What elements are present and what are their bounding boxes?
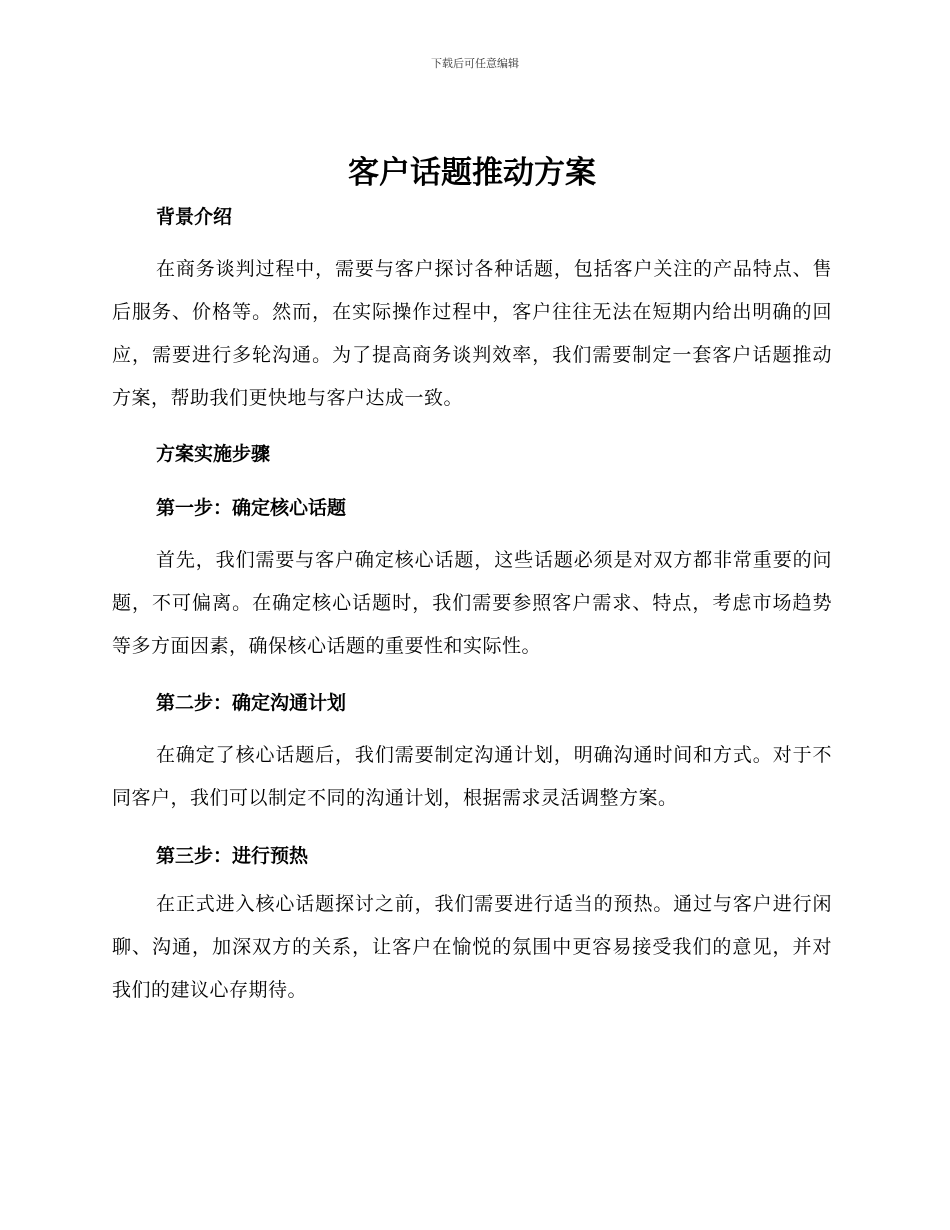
step1-paragraph: 首先，我们需要与客户确定核心话题，这些话题必须是对双方都非常重要的问题，不可偏离。在确定核心话题时，我们需要参照客户需求、特点，考虑市场趋势等多方面因素，确保核心话题的重要性和实际性。 xyxy=(112,549,832,657)
background-paragraph: 在商务谈判过程中，需要与客户探讨各种话题，包括客户关注的产品特点、售后服务、价格等。然而，在实际操作过程中，客户往往无法在短期内给出明确的回应，需要进行多轮沟通。为了提高商务谈判效率，我们需要制定一套客户话题推动方案，帮助我们更快地与客户达成一致。 xyxy=(112,258,832,409)
step2-heading: 第二步：确定沟通计划 xyxy=(156,692,347,714)
step3-heading: 第三步：进行预热 xyxy=(156,845,309,867)
step1-heading: 第一步：确定核心话题 xyxy=(156,497,347,519)
document-body xyxy=(112,148,832,1012)
step2-paragraph: 在确定了核心话题后，我们需要制定沟通计划，明确沟通时间和方式。对于不同客户，我们可以制定不同的沟通计划，根据需求灵活调整方案。 xyxy=(112,744,832,809)
steps-heading: 方案实施步骤 xyxy=(156,443,271,465)
document-title: 客户话题推动方案 xyxy=(348,155,596,191)
header-note: 下载后可任意编辑 xyxy=(431,57,519,70)
background-heading: 背景介绍 xyxy=(156,206,233,228)
step3-paragraph: 在正式进入核心话题探讨之前，我们需要进行适当的预热。通过与客户进行闲聊、沟通，加深双方的关系，让客户在愉悦的氛围中更容易接受我们的意见，并对我们的建议心存期待。 xyxy=(112,893,832,1001)
